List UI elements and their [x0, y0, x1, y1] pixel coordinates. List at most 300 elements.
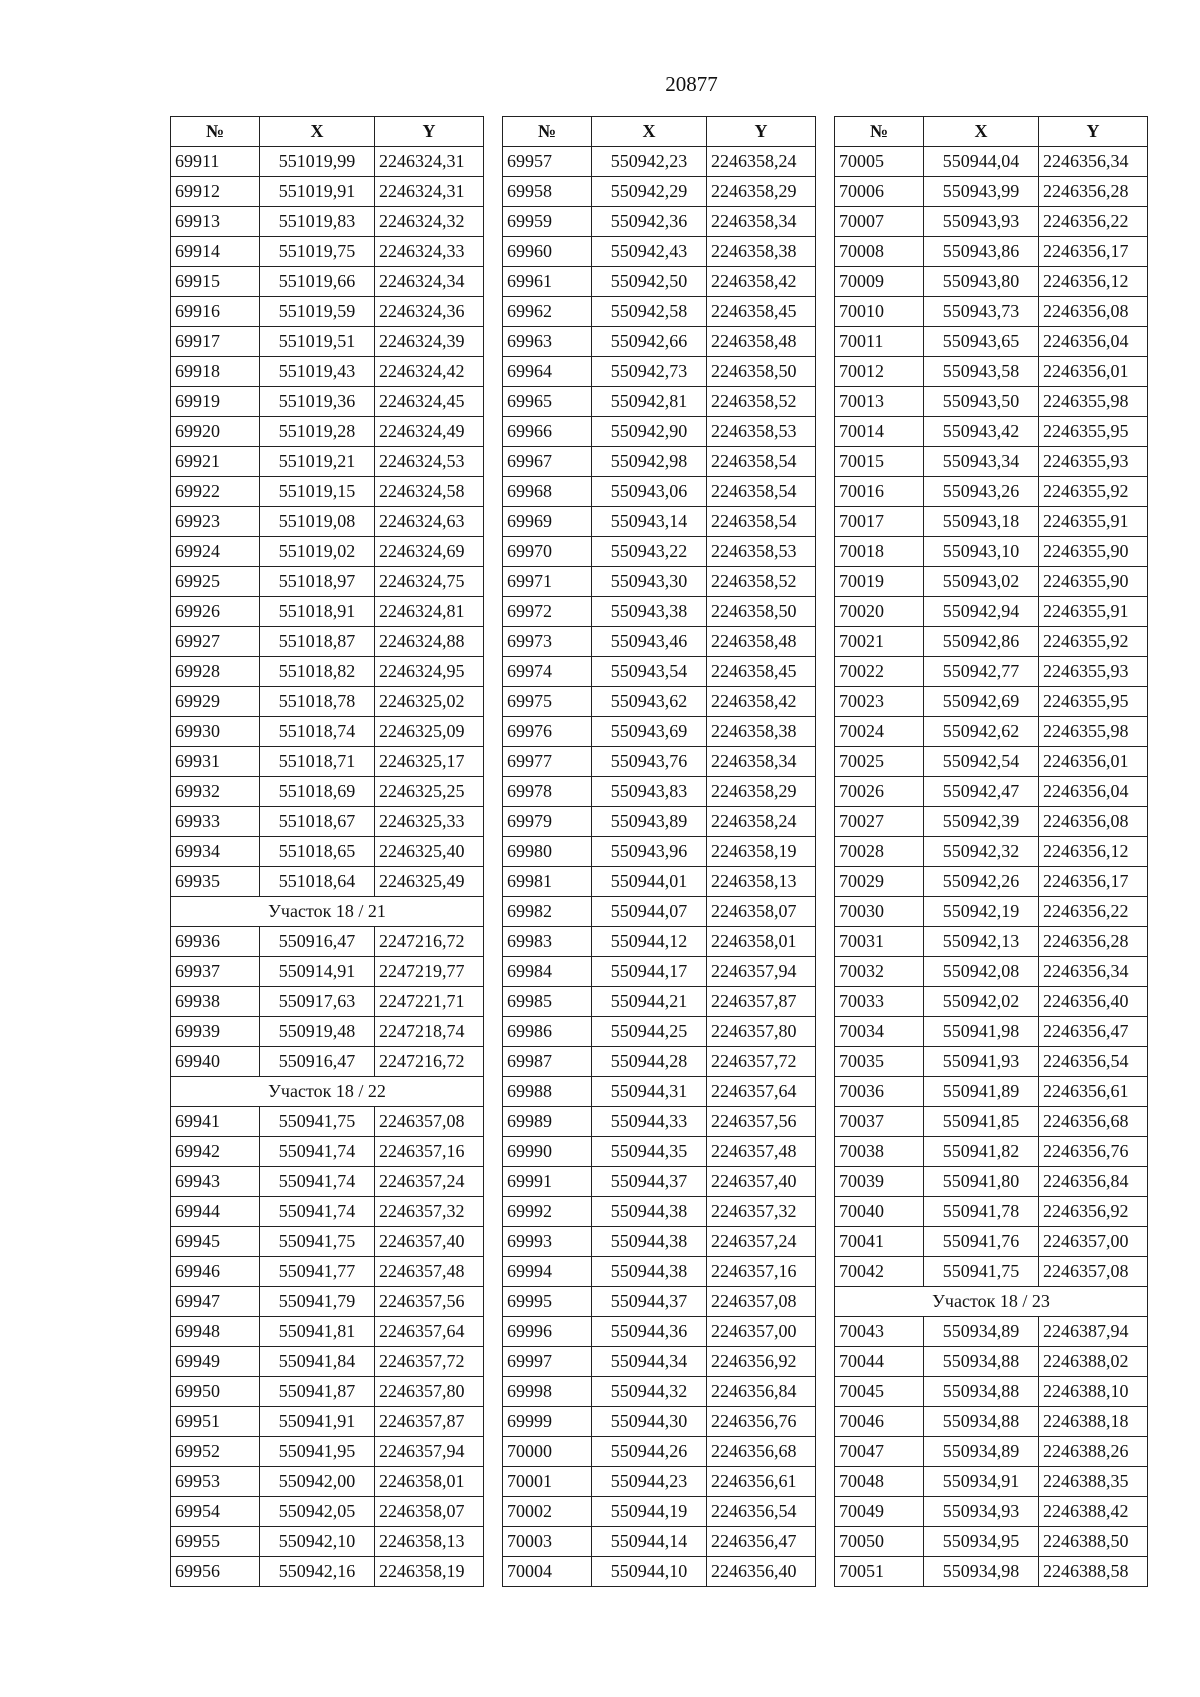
x-coordinate: 550942,29: [592, 177, 707, 207]
header-y: Y: [375, 117, 484, 147]
x-coordinate: 550943,42: [924, 417, 1039, 447]
table-row: [503, 567, 816, 597]
table-row: [171, 357, 484, 387]
x-coordinate: 550944,32: [592, 1377, 707, 1407]
x-coordinate: 550943,18: [924, 507, 1039, 537]
table-row: [171, 1407, 484, 1437]
table-row: [835, 1347, 1148, 1377]
y-coordinate: 2246356,76: [707, 1407, 816, 1437]
table-row: [503, 807, 816, 837]
y-coordinate: 2246324,33: [375, 237, 484, 267]
point-number: 69963: [503, 327, 592, 357]
y-coordinate: 2246357,16: [375, 1137, 484, 1167]
point-number: 69930: [171, 717, 260, 747]
point-number: 69934: [171, 837, 260, 867]
y-coordinate: 2246355,92: [1039, 477, 1148, 507]
table-row: [835, 1527, 1148, 1557]
x-coordinate: 550944,37: [592, 1167, 707, 1197]
y-coordinate: 2246355,98: [1039, 717, 1148, 747]
point-number: 70014: [835, 417, 924, 447]
table-row: [503, 237, 816, 267]
point-number: 70043: [835, 1317, 924, 1347]
point-number: 70040: [835, 1197, 924, 1227]
table-row: [503, 747, 816, 777]
table-row: [503, 537, 816, 567]
y-coordinate: 2246358,24: [707, 807, 816, 837]
point-number: 70012: [835, 357, 924, 387]
section-title: Участок 18 / 21: [171, 897, 484, 927]
x-coordinate: 550942,94: [924, 597, 1039, 627]
y-coordinate: 2246325,02: [375, 687, 484, 717]
table-row: [503, 1107, 816, 1137]
x-coordinate: 550943,38: [592, 597, 707, 627]
x-coordinate: 551019,75: [260, 237, 375, 267]
x-coordinate: 550942,90: [592, 417, 707, 447]
x-coordinate: 550944,30: [592, 1407, 707, 1437]
header-x: X: [260, 117, 375, 147]
table-row: [503, 327, 816, 357]
x-coordinate: 550944,23: [592, 1467, 707, 1497]
point-number: 69936: [171, 927, 260, 957]
point-number: 69919: [171, 387, 260, 417]
x-coordinate: 550934,88: [924, 1377, 1039, 1407]
x-coordinate: 551019,99: [260, 147, 375, 177]
x-coordinate: 550944,37: [592, 1287, 707, 1317]
point-number: 69927: [171, 627, 260, 657]
x-coordinate: 550941,98: [924, 1017, 1039, 1047]
point-number: 70015: [835, 447, 924, 477]
table-row: [835, 267, 1148, 297]
x-coordinate: 550914,91: [260, 957, 375, 987]
x-coordinate: 551018,69: [260, 777, 375, 807]
y-coordinate: 2246357,16: [707, 1257, 816, 1287]
point-number: 69950: [171, 1377, 260, 1407]
table-row: [503, 147, 816, 177]
x-coordinate: 550942,08: [924, 957, 1039, 987]
point-number: 69928: [171, 657, 260, 687]
point-number: 70019: [835, 567, 924, 597]
x-coordinate: 550942,81: [592, 387, 707, 417]
x-coordinate: 550934,98: [924, 1557, 1039, 1587]
x-coordinate: 550941,74: [260, 1197, 375, 1227]
table-row: [835, 1467, 1148, 1497]
y-coordinate: 2246358,45: [707, 297, 816, 327]
table-row: [503, 927, 816, 957]
x-coordinate: 550943,58: [924, 357, 1039, 387]
point-number: 69917: [171, 327, 260, 357]
point-number: 69922: [171, 477, 260, 507]
x-coordinate: 550942,16: [260, 1557, 375, 1587]
table-row: [171, 567, 484, 597]
table-row: [503, 597, 816, 627]
x-coordinate: 550943,34: [924, 447, 1039, 477]
point-number: 70003: [503, 1527, 592, 1557]
y-coordinate: 2246357,94: [375, 1437, 484, 1467]
table-row: [171, 777, 484, 807]
point-number: 69964: [503, 357, 592, 387]
x-coordinate: 550942,69: [924, 687, 1039, 717]
point-number: 69929: [171, 687, 260, 717]
table-row: [835, 747, 1148, 777]
point-number: 69931: [171, 747, 260, 777]
y-coordinate: 2246356,92: [1039, 1197, 1148, 1227]
x-coordinate: 550944,38: [592, 1227, 707, 1257]
x-coordinate: 550941,77: [260, 1257, 375, 1287]
point-number: 69999: [503, 1407, 592, 1437]
table-row: [171, 387, 484, 417]
table-row: [171, 1527, 484, 1557]
x-coordinate: 551019,43: [260, 357, 375, 387]
x-coordinate: 551019,51: [260, 327, 375, 357]
y-coordinate: 2246358,24: [707, 147, 816, 177]
table-row: [503, 1377, 816, 1407]
coordinates-table-right: [834, 116, 1148, 1587]
y-coordinate: 2246358,38: [707, 717, 816, 747]
table-row: [171, 1497, 484, 1527]
y-coordinate: 2246356,22: [1039, 897, 1148, 927]
table-row: [835, 657, 1148, 687]
point-number: 69958: [503, 177, 592, 207]
table-row: [835, 297, 1148, 327]
header-number: №: [835, 117, 924, 147]
y-coordinate: 2246356,01: [1039, 747, 1148, 777]
point-number: 69957: [503, 147, 592, 177]
x-coordinate: 550944,14: [592, 1527, 707, 1557]
x-coordinate: 550919,48: [260, 1017, 375, 1047]
point-number: 69926: [171, 597, 260, 627]
x-coordinate: 550916,47: [260, 1047, 375, 1077]
point-number: 69987: [503, 1047, 592, 1077]
y-coordinate: 2246358,42: [707, 687, 816, 717]
point-number: 69990: [503, 1137, 592, 1167]
x-coordinate: 551019,08: [260, 507, 375, 537]
y-coordinate: 2246325,40: [375, 837, 484, 867]
x-coordinate: 550943,86: [924, 237, 1039, 267]
x-coordinate: 550943,50: [924, 387, 1039, 417]
coordinates-table-middle: [502, 116, 816, 1587]
table-row: [503, 1137, 816, 1167]
table-row: [835, 1197, 1148, 1227]
point-number: 69978: [503, 777, 592, 807]
x-coordinate: 550941,75: [260, 1227, 375, 1257]
x-coordinate: 550942,23: [592, 147, 707, 177]
y-coordinate: 2246356,47: [1039, 1017, 1148, 1047]
header-number: №: [171, 117, 260, 147]
point-number: 70027: [835, 807, 924, 837]
x-coordinate: 550943,65: [924, 327, 1039, 357]
y-coordinate: 2246358,07: [375, 1497, 484, 1527]
point-number: 69945: [171, 1227, 260, 1257]
section-row: [835, 1287, 1148, 1317]
table-row: [835, 147, 1148, 177]
table-row: [171, 1257, 484, 1287]
x-coordinate: 550944,31: [592, 1077, 707, 1107]
point-number: 70048: [835, 1467, 924, 1497]
x-coordinate: 550942,36: [592, 207, 707, 237]
table-row: [503, 717, 816, 747]
x-coordinate: 550944,01: [592, 867, 707, 897]
x-coordinate: 550944,21: [592, 987, 707, 1017]
point-number: 69995: [503, 1287, 592, 1317]
table-row: [835, 1227, 1148, 1257]
x-coordinate: 550943,54: [592, 657, 707, 687]
table-row: [503, 267, 816, 297]
header-number: №: [503, 117, 592, 147]
y-coordinate: 2246388,02: [1039, 1347, 1148, 1377]
table-row: [171, 1437, 484, 1467]
y-coordinate: 2246358,48: [707, 327, 816, 357]
point-number: 69989: [503, 1107, 592, 1137]
table-row: [171, 1557, 484, 1587]
table-row: [835, 1497, 1148, 1527]
x-coordinate: 550941,84: [260, 1347, 375, 1377]
point-number: 69923: [171, 507, 260, 537]
point-number: 69951: [171, 1407, 260, 1437]
header-x: X: [592, 117, 707, 147]
point-number: 69920: [171, 417, 260, 447]
point-number: 69913: [171, 207, 260, 237]
y-coordinate: 2246324,88: [375, 627, 484, 657]
y-coordinate: 2246357,72: [375, 1347, 484, 1377]
y-coordinate: 2246357,40: [375, 1227, 484, 1257]
table-row: [171, 747, 484, 777]
table-row: [835, 867, 1148, 897]
x-coordinate: 551018,97: [260, 567, 375, 597]
x-coordinate: 550942,00: [260, 1467, 375, 1497]
point-number: 69939: [171, 1017, 260, 1047]
point-number: 70023: [835, 687, 924, 717]
table-row: [503, 1527, 816, 1557]
y-coordinate: 2246355,91: [1039, 507, 1148, 537]
point-number: 69943: [171, 1167, 260, 1197]
table-row: [503, 387, 816, 417]
point-number: 69981: [503, 867, 592, 897]
x-coordinate: 551018,91: [260, 597, 375, 627]
y-coordinate: 2246357,32: [375, 1197, 484, 1227]
y-coordinate: 2246358,53: [707, 537, 816, 567]
point-number: 69974: [503, 657, 592, 687]
y-coordinate: 2246387,94: [1039, 1317, 1148, 1347]
x-coordinate: 550944,38: [592, 1197, 707, 1227]
table-row: [835, 987, 1148, 1017]
y-coordinate: 2246324,69: [375, 537, 484, 567]
table-row: [171, 1137, 484, 1167]
x-coordinate: 550942,19: [924, 897, 1039, 927]
x-coordinate: 550944,04: [924, 147, 1039, 177]
x-coordinate: 550944,34: [592, 1347, 707, 1377]
table-row: [835, 507, 1148, 537]
table-row: [503, 687, 816, 717]
y-coordinate: 2246356,84: [1039, 1167, 1148, 1197]
y-coordinate: 2246324,42: [375, 357, 484, 387]
y-coordinate: 2246324,49: [375, 417, 484, 447]
point-number: 70004: [503, 1557, 592, 1587]
x-coordinate: 550942,13: [924, 927, 1039, 957]
x-coordinate: 550941,80: [924, 1167, 1039, 1197]
x-coordinate: 550943,83: [592, 777, 707, 807]
point-number: 70010: [835, 297, 924, 327]
y-coordinate: 2246356,34: [1039, 957, 1148, 987]
point-number: 69914: [171, 237, 260, 267]
x-coordinate: 550941,79: [260, 1287, 375, 1317]
point-number: 69969: [503, 507, 592, 537]
table-row: [503, 297, 816, 327]
point-number: 70020: [835, 597, 924, 627]
x-coordinate: 550941,89: [924, 1077, 1039, 1107]
x-coordinate: 550942,86: [924, 627, 1039, 657]
point-number: 70006: [835, 177, 924, 207]
x-coordinate: 550941,91: [260, 1407, 375, 1437]
section-row: [171, 897, 484, 927]
y-coordinate: 2246358,45: [707, 657, 816, 687]
table-row: [171, 237, 484, 267]
table-row: [835, 1317, 1148, 1347]
y-coordinate: 2246357,00: [707, 1317, 816, 1347]
y-coordinate: 2246356,40: [707, 1557, 816, 1587]
point-number: 69970: [503, 537, 592, 567]
y-coordinate: 2246357,87: [375, 1407, 484, 1437]
y-coordinate: 2246358,19: [375, 1557, 484, 1587]
y-coordinate: 2246355,90: [1039, 537, 1148, 567]
y-coordinate: 2246325,25: [375, 777, 484, 807]
x-coordinate: 550943,99: [924, 177, 1039, 207]
x-coordinate: 551019,83: [260, 207, 375, 237]
point-number: 70026: [835, 777, 924, 807]
x-coordinate: 550942,39: [924, 807, 1039, 837]
table-row: [171, 687, 484, 717]
point-number: 69942: [171, 1137, 260, 1167]
point-number: 69954: [171, 1497, 260, 1527]
y-coordinate: 2246356,12: [1039, 837, 1148, 867]
y-coordinate: 2246356,17: [1039, 237, 1148, 267]
y-coordinate: 2246388,18: [1039, 1407, 1148, 1437]
table-row: [503, 477, 816, 507]
y-coordinate: 2246356,84: [707, 1377, 816, 1407]
table-row: [835, 1407, 1148, 1437]
point-number: 70017: [835, 507, 924, 537]
point-number: 69937: [171, 957, 260, 987]
point-number: 70049: [835, 1497, 924, 1527]
table-row: [503, 357, 816, 387]
y-coordinate: 2246357,87: [707, 987, 816, 1017]
table-row: [503, 1257, 816, 1287]
x-coordinate: 551019,36: [260, 387, 375, 417]
point-number: 69959: [503, 207, 592, 237]
point-number: 69977: [503, 747, 592, 777]
y-coordinate: 2247219,77: [375, 957, 484, 987]
x-coordinate: 551018,64: [260, 867, 375, 897]
x-coordinate: 550943,14: [592, 507, 707, 537]
point-number: 70005: [835, 147, 924, 177]
x-coordinate: 550941,74: [260, 1167, 375, 1197]
y-coordinate: 2246358,29: [707, 777, 816, 807]
y-coordinate: 2246358,13: [375, 1527, 484, 1557]
point-number: 69992: [503, 1197, 592, 1227]
table-row: [171, 837, 484, 867]
x-coordinate: 550942,98: [592, 447, 707, 477]
table-row: [835, 1017, 1148, 1047]
y-coordinate: 2246358,01: [375, 1467, 484, 1497]
table-row: [171, 177, 484, 207]
x-coordinate: 550934,88: [924, 1407, 1039, 1437]
table-row: [835, 717, 1148, 747]
point-number: 70021: [835, 627, 924, 657]
y-coordinate: 2246357,64: [375, 1317, 484, 1347]
y-coordinate: 2246356,08: [1039, 297, 1148, 327]
point-number: 70036: [835, 1077, 924, 1107]
point-number: 70045: [835, 1377, 924, 1407]
point-number: 69933: [171, 807, 260, 837]
x-coordinate: 550941,74: [260, 1137, 375, 1167]
table-row: [503, 1467, 816, 1497]
y-coordinate: 2246356,61: [707, 1467, 816, 1497]
point-number: 69994: [503, 1257, 592, 1287]
point-number: 69980: [503, 837, 592, 867]
x-coordinate: 550941,93: [924, 1047, 1039, 1077]
x-coordinate: 550942,32: [924, 837, 1039, 867]
table-row: [503, 207, 816, 237]
y-coordinate: 2246325,33: [375, 807, 484, 837]
x-coordinate: 550916,47: [260, 927, 375, 957]
table-row: [171, 1377, 484, 1407]
table-row: [503, 1347, 816, 1377]
table-row: [171, 1017, 484, 1047]
table-row: [171, 957, 484, 987]
point-number: 70032: [835, 957, 924, 987]
table-row: [835, 807, 1148, 837]
table-row: [835, 357, 1148, 387]
point-number: 70029: [835, 867, 924, 897]
table-row: [171, 1317, 484, 1347]
x-coordinate: 550943,93: [924, 207, 1039, 237]
point-number: 70011: [835, 327, 924, 357]
x-coordinate: 550941,87: [260, 1377, 375, 1407]
y-coordinate: 2246324,63: [375, 507, 484, 537]
table-row: [171, 1197, 484, 1227]
table-row: [835, 387, 1148, 417]
y-coordinate: 2246388,26: [1039, 1437, 1148, 1467]
point-number: 70001: [503, 1467, 592, 1497]
x-coordinate: 550942,66: [592, 327, 707, 357]
table-row: [503, 1197, 816, 1227]
point-number: 70028: [835, 837, 924, 867]
x-coordinate: 551019,28: [260, 417, 375, 447]
table-row: [835, 537, 1148, 567]
y-coordinate: 2246388,58: [1039, 1557, 1148, 1587]
point-number: 70008: [835, 237, 924, 267]
table-row: [835, 687, 1148, 717]
y-coordinate: 2246356,22: [1039, 207, 1148, 237]
y-coordinate: 2246358,54: [707, 447, 816, 477]
point-number: 69916: [171, 297, 260, 327]
table-header-row: [835, 117, 1148, 147]
x-coordinate: 550944,17: [592, 957, 707, 987]
y-coordinate: 2246357,24: [375, 1167, 484, 1197]
y-coordinate: 2246358,01: [707, 927, 816, 957]
x-coordinate: 550943,02: [924, 567, 1039, 597]
y-coordinate: 2246356,08: [1039, 807, 1148, 837]
y-coordinate: 2246324,31: [375, 147, 484, 177]
x-coordinate: 550943,06: [592, 477, 707, 507]
point-number: 69971: [503, 567, 592, 597]
y-coordinate: 2246356,01: [1039, 357, 1148, 387]
y-coordinate: 2246388,35: [1039, 1467, 1148, 1497]
point-number: 69997: [503, 1347, 592, 1377]
x-coordinate: 550942,54: [924, 747, 1039, 777]
x-coordinate: 551018,82: [260, 657, 375, 687]
point-number: 70024: [835, 717, 924, 747]
x-coordinate: 550943,96: [592, 837, 707, 867]
